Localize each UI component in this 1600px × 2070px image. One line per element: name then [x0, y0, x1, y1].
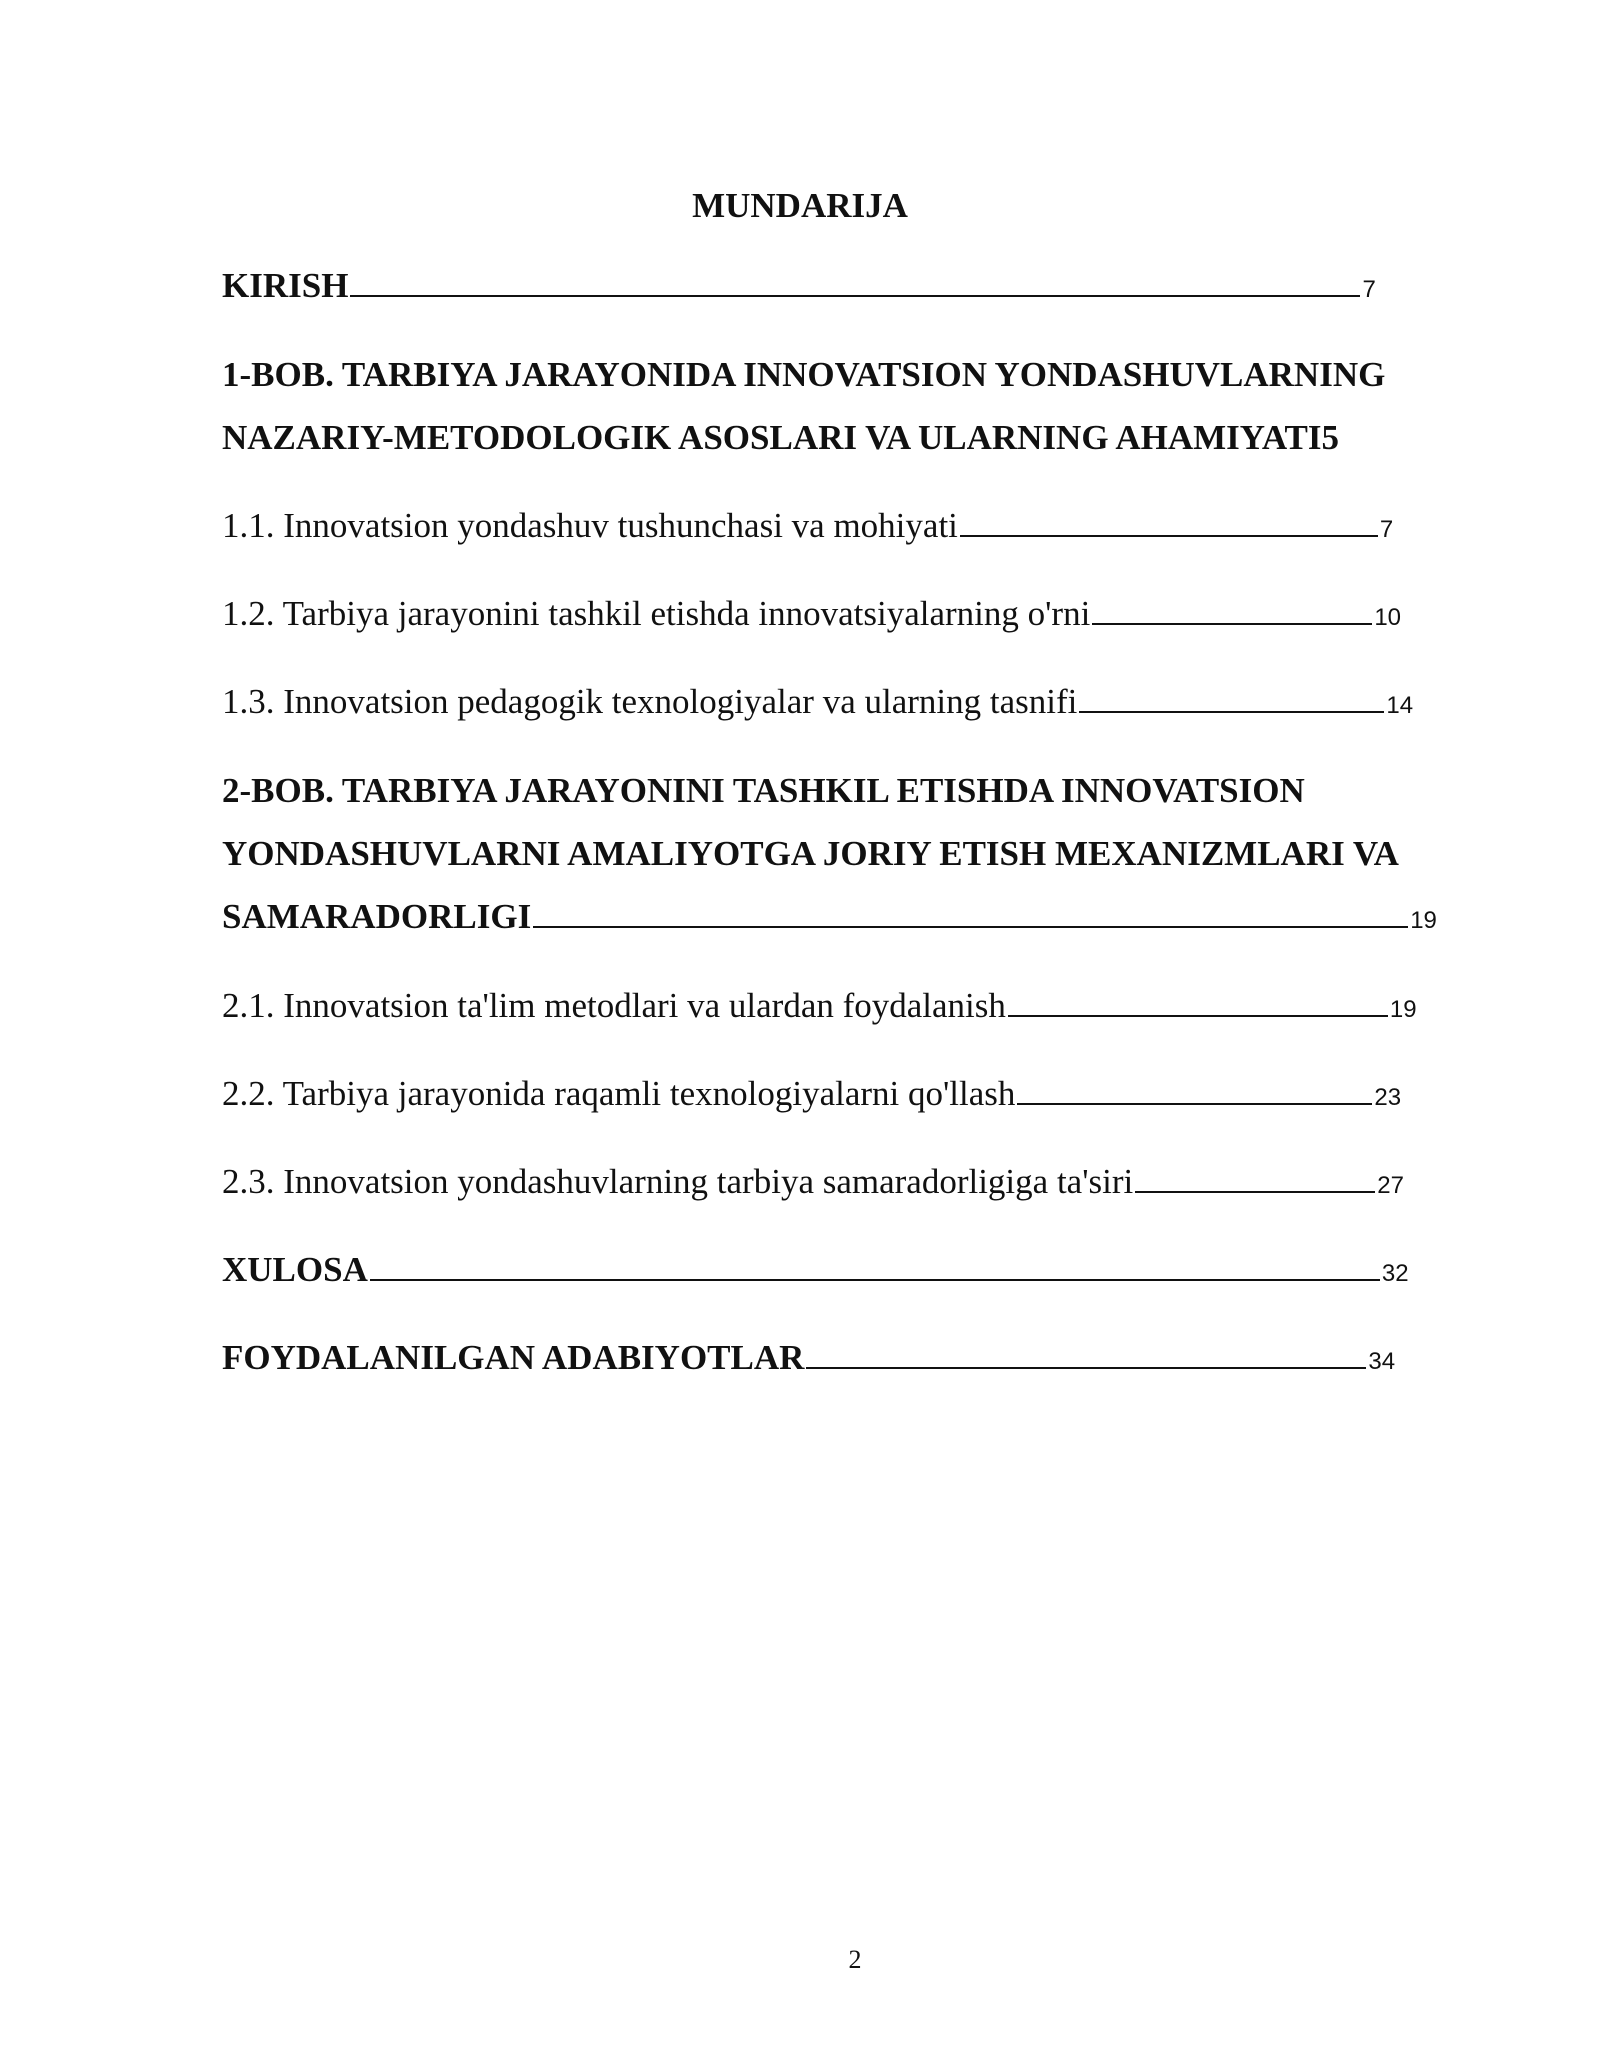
chapter-1-line-2: NAZARIY-METODOLOGIK ASOSLARI VA ULARNING AHAMIYATI5	[222, 418, 1340, 457]
toc-entry-1-3[interactable]	[222, 684, 1413, 719]
toc-page-number: 32	[1381, 1260, 1409, 1287]
toc-entry-label: 2.3. Innovatsion yondashuvlarning tarbiya samaradorligiga ta'siri	[222, 1162, 1134, 1201]
dot-leader	[960, 534, 1378, 537]
toc-entry-label: 1.1. Innovatsion yondashuv tushunchasi va mohiyati	[222, 506, 958, 545]
dot-leader	[533, 925, 1408, 928]
toc-chapter-2[interactable]	[222, 759, 1437, 952]
chapter-2-line-1: 2-BOB. TARBIYA JARAYONINI TASHKIL ETISHDA INNOVATSION	[222, 771, 1305, 810]
toc-entry-label: XULOSA	[222, 1250, 368, 1289]
chapter-2-line-2: YONDASHUVLARNI AMALIYOTGA JORIY ETISH MEXANIZMLARI VA	[222, 834, 1399, 873]
dot-leader	[350, 294, 1360, 297]
toc-page-number: 27	[1377, 1172, 1404, 1199]
toc-entry-1-1[interactable]	[222, 508, 1393, 543]
page-number: 2	[848, 1945, 862, 1974]
dot-leader	[1008, 1014, 1388, 1017]
toc-entry-label: FOYDALANILGAN ADABIYOTLAR	[222, 1338, 805, 1377]
toc-entry-label: 1.2. Tarbiya jarayonini tashkil etishda innovatsiyalarning o'rni	[222, 594, 1091, 633]
toc-page-number: 19	[1410, 907, 1437, 934]
toc-page-number: 10	[1374, 604, 1402, 631]
toc-entry-label: 1.3. Innovatsion pedagogik texnologiyalar va ularning tasnifi	[222, 682, 1078, 721]
dot-leader	[370, 1278, 1380, 1281]
chapter-2-line-3-text: SAMARADORLIGI	[222, 897, 532, 936]
toc-entry-label: KIRISH	[222, 266, 349, 305]
toc-page-number: 23	[1374, 1084, 1402, 1111]
dot-leader	[1135, 1190, 1375, 1193]
toc-entry-1-2[interactable]	[222, 596, 1401, 631]
toc-page-number: 7	[1379, 516, 1394, 543]
toc-entry-2-1[interactable]	[222, 988, 1417, 1023]
toc-entry-kirish[interactable]	[222, 268, 1376, 303]
dot-leader	[1079, 710, 1384, 713]
dot-leader	[1017, 1102, 1372, 1105]
dot-leader	[1092, 622, 1372, 625]
toc-entry-label: 2.2. Tarbiya jarayonida raqamli texnologiyalarni qo'llash	[222, 1074, 1016, 1113]
chapter-1-line-1: 1-BOB. TARBIYA JARAYONIDA INNOVATSION YONDASHUVLARNING	[222, 355, 1386, 394]
toc-page-number: 34	[1368, 1348, 1396, 1375]
toc-entry-2-3[interactable]	[222, 1164, 1404, 1199]
toc-entry-xulosa[interactable]	[222, 1252, 1409, 1287]
toc-entry-adabiyotlar[interactable]	[222, 1340, 1395, 1375]
toc-page-number: 19	[1389, 996, 1417, 1023]
toc-title: MUNDARIJA	[692, 186, 908, 225]
toc-page-number: 7	[1362, 276, 1376, 303]
toc-page-number: 14	[1386, 692, 1414, 719]
chapter-2-line-3	[222, 885, 1437, 952]
toc-entry-label: 2.1. Innovatsion ta'lim metodlari va ulardan foydalanish	[222, 986, 1006, 1025]
toc-entry-2-2[interactable]	[222, 1076, 1401, 1111]
dot-leader	[806, 1366, 1366, 1369]
toc-chapter-1[interactable]	[222, 343, 1385, 469]
